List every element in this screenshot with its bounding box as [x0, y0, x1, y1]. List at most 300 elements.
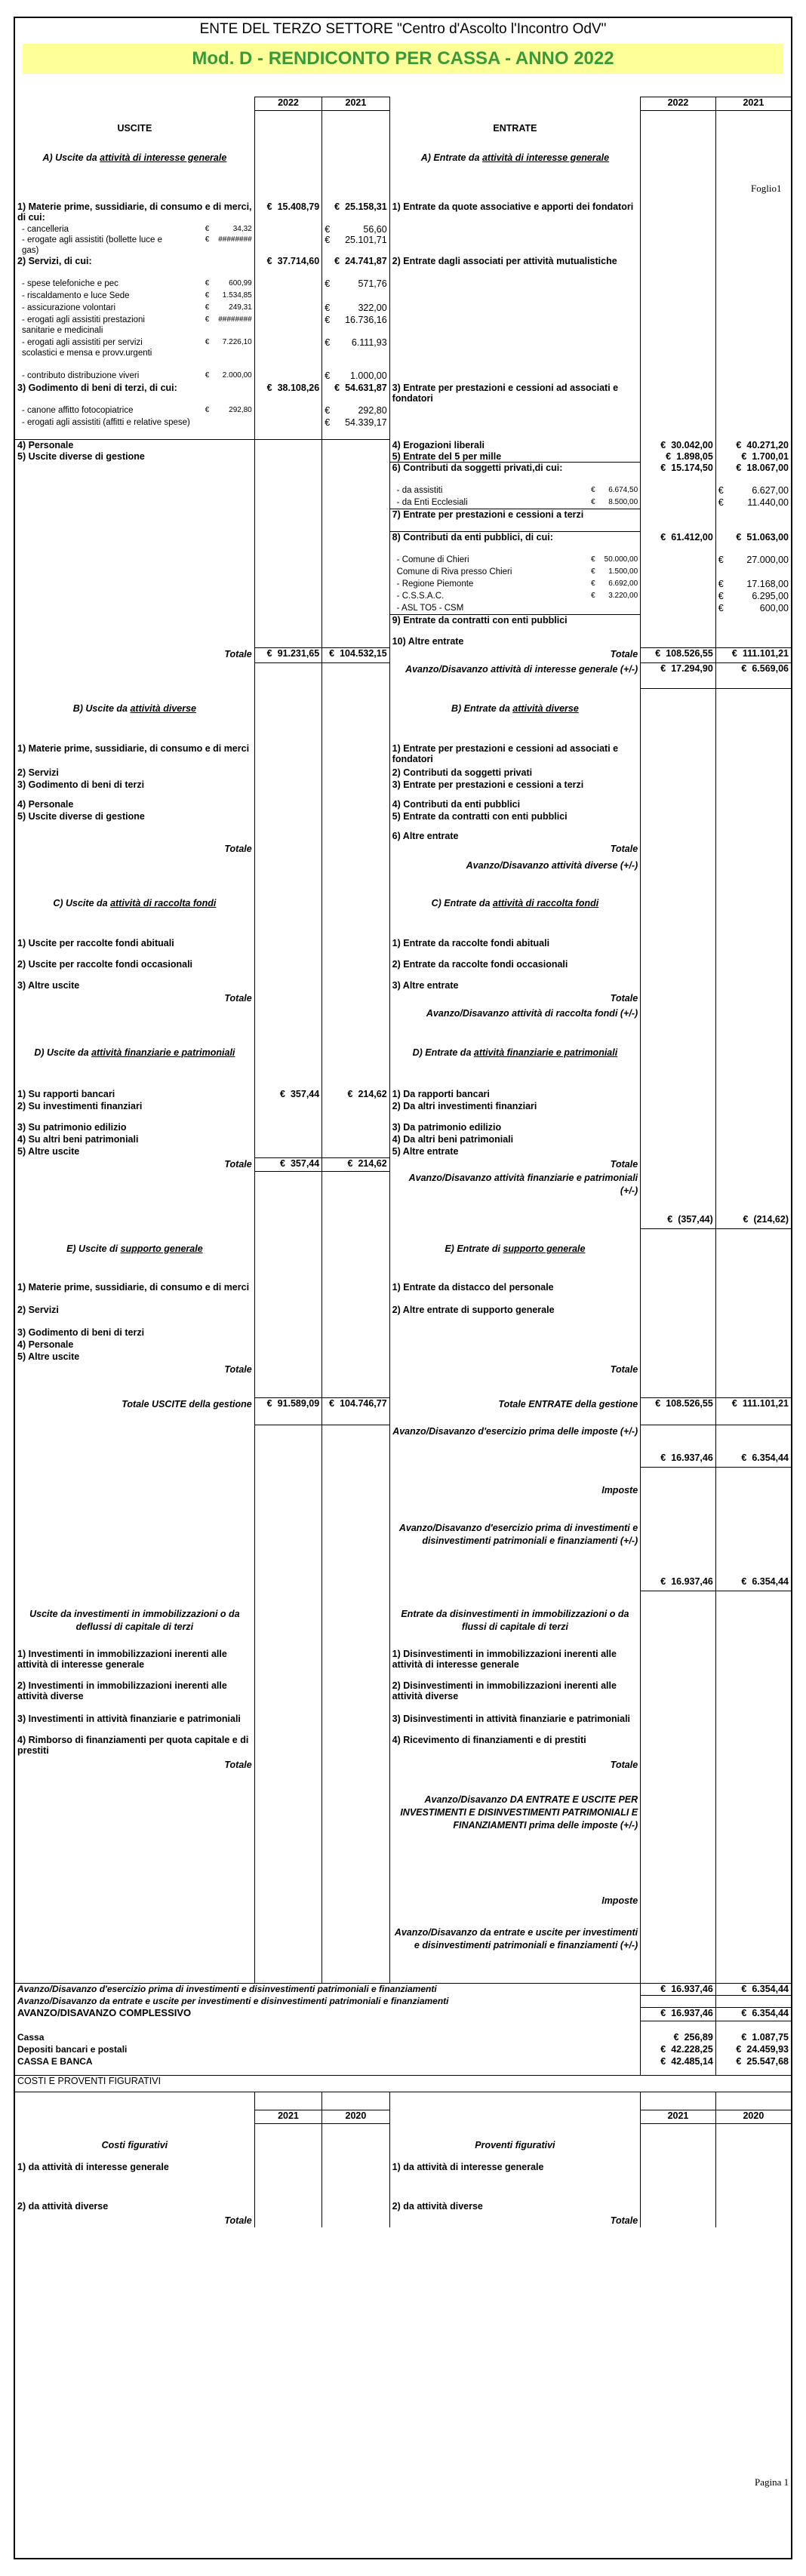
section-prefix: E) Entrate di — [445, 1243, 503, 1254]
label-cell: 3) Entrate per prestazioni e cessioni ad associati e fondatori — [389, 383, 640, 405]
label-cell: 3) Altre uscite — [15, 980, 254, 992]
sub-label-cell — [15, 224, 254, 235]
label-cell: Avanzo/Disavanzo d'esercizio prima delle imposte (+/-) — [389, 1425, 640, 1452]
disinvestimenti-title: Entrate da disinvestimenti in immobilizzazioni o da flussi di capitale di terzi — [389, 1608, 640, 1649]
euro-sign: € — [279, 1088, 285, 1099]
amount-cell — [641, 2032, 716, 2044]
euro-sign: € — [660, 2043, 666, 2055]
table-row — [15, 721, 791, 743]
euro-sign: € — [266, 1398, 272, 1409]
sub-amount-cell — [715, 603, 791, 615]
sub-amount-value: 8.500,00 — [608, 497, 638, 506]
euro-sign: € — [266, 648, 272, 659]
label-cell: 4) Contributi da enti pubblici — [389, 799, 640, 811]
table-row — [15, 2183, 791, 2201]
table-row — [15, 2215, 791, 2227]
label-cell: 5) Altre entrate — [389, 1146, 640, 1158]
table-row — [15, 767, 791, 779]
amount-cell — [715, 648, 791, 663]
euro-sign: € — [736, 439, 742, 450]
table-row — [15, 938, 791, 959]
table-row — [15, 1158, 791, 1172]
label-cell: 2022 — [641, 97, 716, 111]
table-row — [15, 235, 791, 256]
amount-value: 91.589,09 — [277, 1398, 320, 1409]
sub-label-cell — [389, 497, 640, 509]
table-row — [15, 555, 791, 567]
table-row — [15, 1522, 791, 1576]
amount-value: 1.898,05 — [676, 450, 713, 462]
table-row — [15, 497, 791, 509]
amount-value: 40.271,20 — [746, 439, 789, 450]
sub-amount-value: 2.000,00 — [222, 370, 252, 380]
label-cell: Totale — [389, 843, 640, 859]
sub-label: - contributo distribuzione viveri — [22, 370, 140, 380]
label-cell: Avanzo/Disavanzo attività di interesse generale (+/-) — [389, 663, 640, 689]
amount-value: 42.485,14 — [671, 2055, 713, 2067]
sub-amount-value: 571,76 — [358, 278, 387, 289]
table-row — [15, 1425, 791, 1452]
euro-sign: € — [325, 302, 331, 313]
euro-sign: € — [660, 462, 666, 473]
euro-sign: € — [741, 2008, 747, 2018]
amount-value: 17.294,90 — [671, 663, 713, 674]
sub-label-cell — [389, 567, 640, 579]
table-row — [15, 648, 791, 663]
label-cell: Avanzo/Disavanzo attività di raccolta fondi (+/-) — [389, 1007, 640, 1034]
sub-amount-cell — [715, 591, 791, 603]
table-row — [15, 2124, 791, 2139]
table-row — [15, 1075, 791, 1089]
sub-amount-value: 292,80 — [229, 405, 252, 414]
amount-cell — [254, 201, 321, 224]
section-activity: attività diverse — [130, 702, 196, 714]
sub-amount-value: 1.000,00 — [350, 370, 387, 381]
sub-label: - ASL TO5 - CSM — [396, 603, 464, 613]
label-cell: 4) Rimborso di finanziamenti per quota capitale e di prestiti — [15, 1735, 254, 1759]
amount-value: 16.937,46 — [671, 1452, 713, 1463]
amount-value: 214,62 — [358, 1088, 387, 1099]
amount-cell — [715, 463, 791, 485]
euro-sign: € — [279, 1158, 285, 1169]
sub-label: - canone affitto fotocopiatrice — [22, 405, 134, 415]
amount-value: 15.408,79 — [277, 201, 320, 212]
section-c-entrate-title — [389, 897, 640, 926]
table-row — [15, 831, 791, 843]
sub-amount-value: 6.674,50 — [608, 485, 638, 494]
table-row — [15, 2162, 791, 2183]
euro-sign: € — [673, 2031, 679, 2043]
sub-label-cell — [389, 224, 640, 235]
euro-sign: € — [736, 2043, 742, 2055]
amount-value: 61.412,00 — [671, 531, 713, 543]
sub-label: - da Enti Ecclesiali — [396, 497, 468, 507]
amount-value: 256,89 — [684, 2031, 713, 2043]
amount-value: 214,62 — [358, 1158, 387, 1169]
table-row — [15, 337, 791, 370]
label-cell: 1) Investimenti in immobilizzazioni inerenti alle attività di interesse generale — [15, 1649, 254, 1680]
label-cell: Proventi figurativi — [389, 2139, 640, 2162]
label-cell: 2) Servizi — [15, 767, 254, 779]
euro-sign: € — [325, 417, 331, 428]
table-row — [15, 451, 791, 463]
report-page — [14, 17, 792, 2559]
sub-amount — [205, 278, 252, 289]
euro-sign: € — [666, 450, 672, 462]
amount-value: 6.354,44 — [752, 1452, 789, 1463]
label-cell: 2) Contributi da soggetti privati — [389, 767, 640, 779]
label-cell: 1) Uscite per raccolte fondi abituali — [15, 938, 254, 959]
amount-cell — [641, 2044, 716, 2056]
sub-amount-value: 6.692,00 — [608, 579, 638, 588]
label-cell: 3) Da patrimonio edilizio — [389, 1122, 640, 1134]
euro-sign: € — [743, 1213, 749, 1225]
label-cell: 1) Su rapporti bancari — [15, 1089, 254, 1101]
label-cell: Totale — [389, 1158, 640, 1172]
amount-value: 6.354,44 — [752, 2008, 789, 2018]
label-cell: 5) Entrate del 5 per mille — [389, 451, 640, 463]
table-row — [15, 152, 791, 182]
sub-amount-cell — [715, 555, 791, 567]
label-cell: 7) Entrate per prestazioni e cessioni a terzi — [389, 509, 640, 532]
table-row — [15, 1452, 791, 1468]
sub-label-cell — [15, 603, 254, 615]
euro-sign: € — [347, 1088, 353, 1099]
section-prefix: B) Entrate da — [451, 702, 513, 714]
amount-cell — [641, 440, 716, 451]
euro-sign: € — [591, 579, 595, 588]
table-row — [15, 1774, 791, 1794]
label-cell: 2) Disinvestimenti in immobilizzazioni inerenti alle attività diverse — [389, 1680, 640, 1714]
section-activity: supporto generale — [120, 1243, 203, 1254]
label-cell: 1) Entrate da distacco del personale — [389, 1282, 640, 1305]
label-cell: Totale — [15, 648, 254, 663]
sub-amount — [205, 370, 252, 381]
table-row — [15, 303, 791, 315]
label-cell: 4) Personale — [15, 799, 254, 811]
euro-sign: € — [266, 201, 272, 212]
sub-amount-cell — [322, 235, 389, 256]
summary-label — [15, 2021, 641, 2032]
section-prefix: C) Uscite da — [53, 897, 111, 908]
label-cell: 2) Servizi, di cui: — [15, 256, 254, 278]
table-row — [15, 1327, 791, 1339]
sub-label-cell — [389, 417, 640, 440]
label-cell: 1) Entrate da quote associative e apporti dei fondatori — [389, 201, 640, 224]
amount-value: 24.459,93 — [746, 2043, 789, 2055]
amount-cell — [641, 1398, 716, 1425]
amount-value: 16.937,46 — [671, 1575, 713, 1587]
table-row — [15, 799, 791, 811]
euro-sign: € — [667, 1213, 673, 1225]
sub-label-cell — [389, 591, 640, 603]
table-row — [15, 1926, 791, 1984]
amount-cell — [322, 256, 389, 278]
section-a-uscite-title — [15, 152, 254, 182]
sub-label-cell — [389, 603, 640, 615]
table-row — [15, 182, 791, 201]
amount-cell — [641, 1214, 716, 1229]
amount-value: 51.063,00 — [746, 531, 789, 543]
sub-amount — [591, 567, 638, 577]
euro-sign: € — [591, 497, 595, 506]
table-row — [15, 992, 791, 1007]
label-cell: 2021 — [641, 2110, 716, 2124]
sub-label-cell — [389, 290, 640, 303]
sub-amount-value: 1.534,85 — [222, 290, 252, 300]
euro-sign: € — [660, 663, 666, 674]
section-d-uscite-title — [15, 1047, 254, 1075]
sub-label-cell — [15, 579, 254, 591]
table-row — [15, 615, 791, 636]
label-cell: 5) Uscite diverse di gestione — [15, 451, 254, 463]
label-cell: 3) Disinvestimenti in attività finanziarie e patrimoniali — [389, 1714, 640, 1735]
euro-sign: € — [205, 405, 210, 414]
sub-label: - assicurazione volontari — [22, 303, 116, 312]
sub-label-cell — [15, 591, 254, 603]
uscite-heading: USCITE — [15, 123, 254, 140]
euro-sign: € — [718, 578, 724, 589]
sub-label-cell — [389, 235, 640, 256]
sub-amount — [205, 303, 252, 313]
section-e-uscite-title — [15, 1243, 254, 1259]
amount-cell — [715, 1576, 791, 1591]
label-cell: 3) Su patrimonio edilizio — [15, 1122, 254, 1134]
table-row — [15, 1484, 791, 1499]
euro-sign: € — [660, 1575, 666, 1587]
sub-amount-value: 34,32 — [232, 224, 252, 233]
amount-cell — [715, 1214, 791, 1229]
euro-sign: € — [325, 234, 331, 245]
table-row — [15, 1608, 791, 1649]
amount-value: 104.746,77 — [340, 1398, 387, 1409]
sub-amount — [205, 224, 252, 235]
label-cell: 4) Da altri beni patrimoniali — [389, 1134, 640, 1146]
euro-sign: € — [347, 1158, 353, 1169]
table-row — [15, 1214, 791, 1229]
amount-cell — [254, 1398, 321, 1425]
euro-sign: € — [660, 2008, 666, 2018]
label-cell: Avanzo/Disavanzo d'esercizio prima di investimenti e disinvestimenti patrimoniali e finanziamenti (+/-) — [389, 1522, 640, 1576]
section-activity: attività di interesse generale — [100, 152, 227, 163]
amount-cell — [715, 451, 791, 463]
section-prefix: D) Entrate da — [412, 1047, 474, 1058]
amount-value: 108.526,55 — [666, 1398, 713, 1409]
amount-value: 1.087,75 — [752, 2031, 789, 2043]
sub-amount — [591, 485, 638, 496]
table-row — [15, 1379, 791, 1398]
table-row — [15, 509, 791, 532]
sub-amount — [205, 290, 252, 301]
amount-cell — [254, 256, 321, 278]
amount-cell — [322, 1158, 389, 1172]
table-row — [15, 278, 791, 290]
label-cell: 2) Entrate dagli associati per attività mutualistiche — [389, 256, 640, 278]
euro-sign: € — [325, 314, 331, 325]
euro-sign: € — [718, 496, 724, 508]
sub-amount-value: 322,00 — [358, 302, 387, 313]
sub-amount-cell — [322, 224, 389, 235]
sub-label-cell — [389, 315, 640, 337]
table-row — [15, 603, 791, 615]
table-row — [15, 1259, 791, 1282]
label-cell: 2) Entrate da raccolte fondi occasionali — [389, 959, 640, 980]
euro-sign: € — [718, 554, 724, 565]
table-row — [15, 1034, 791, 1047]
amount-cell — [641, 1576, 716, 1591]
sub-label: - spese telefoniche e pec — [22, 278, 118, 288]
label-cell: 2) Da altri investimenti finanziari — [389, 1101, 640, 1122]
label-cell: 4) Su altri beni patrimoniali — [15, 1134, 254, 1146]
sub-label-cell — [389, 555, 640, 567]
amount-value: (357,44) — [678, 1213, 713, 1225]
sub-label-cell — [389, 405, 640, 417]
year-header-row — [15, 97, 791, 111]
table-row — [15, 370, 791, 383]
table-row — [15, 1468, 791, 1484]
table-row — [15, 1910, 791, 1926]
sub-amount — [205, 235, 252, 256]
table-row — [15, 1122, 791, 1134]
section-prefix: C) Entrate da — [431, 897, 493, 908]
amount-value: 1.700,01 — [752, 450, 789, 462]
section-prefix: B) Uscite da — [72, 702, 131, 714]
table-row — [15, 702, 791, 721]
sub-amount-value: 17.168,00 — [746, 578, 789, 589]
euro-sign: € — [205, 303, 210, 312]
label-cell: Avanzo/Disavanzo attività diverse (+/-) — [389, 859, 640, 887]
section-prefix: D) Uscite da — [34, 1047, 92, 1058]
sub-amount — [205, 337, 252, 358]
amount-cell — [254, 383, 321, 405]
label-cell: 3) Altre entrate — [389, 980, 640, 992]
table-row — [15, 532, 791, 555]
summary-row — [15, 2068, 791, 2076]
euro-sign: € — [736, 462, 742, 473]
table-row — [15, 811, 791, 831]
sub-label-cell — [15, 485, 254, 497]
amount-cell — [641, 532, 716, 555]
table-row — [15, 636, 791, 648]
sub-label-cell — [15, 417, 254, 440]
amount-cell — [715, 532, 791, 555]
sub-label: Comune di Riva presso Chieri — [396, 567, 512, 576]
amount-cell — [641, 451, 716, 463]
investimenti-title: Uscite da investimenti in immobilizzazioni o da deflussi di capitale di terzi — [15, 1608, 254, 1649]
summary-row — [15, 2032, 791, 2044]
euro-sign: € — [741, 1575, 747, 1587]
sub-amount-cell — [322, 303, 389, 315]
label-cell: 2) Servizi — [15, 1305, 254, 1327]
amount-value: 111.101,21 — [742, 648, 789, 659]
label-cell: 3) Godimento di beni di terzi, di cui: — [15, 383, 254, 405]
label-cell: Totale — [15, 843, 254, 859]
amount-cell — [715, 663, 791, 689]
table-row — [15, 405, 791, 417]
table-row — [15, 1007, 791, 1034]
euro-sign: € — [205, 337, 210, 346]
label-cell: 1) da attività di interesse generale — [15, 2162, 254, 2183]
euro-sign: € — [334, 201, 340, 212]
table-row — [15, 1305, 791, 1327]
euro-sign: € — [591, 591, 595, 600]
summary-row — [15, 1996, 791, 2008]
amount-value: 18.067,00 — [746, 462, 789, 473]
table-row — [15, 224, 791, 235]
label-cell: 4) Personale — [15, 440, 254, 451]
label-cell: 1) Entrate da raccolte fondi abituali — [389, 938, 640, 959]
sub-label-cell — [15, 567, 254, 579]
section-b-uscite-title — [15, 702, 254, 721]
sub-amount-cell — [322, 417, 389, 440]
amount-cell — [715, 1984, 791, 1996]
label-cell: 9) Entrate da contratti con enti pubblici — [389, 615, 640, 636]
euro-sign: € — [741, 663, 747, 674]
sub-label: - C.S.S.A.C. — [396, 591, 445, 601]
amount-value: 357,44 — [290, 1088, 320, 1099]
table-row — [15, 591, 791, 603]
table-row — [15, 1146, 791, 1158]
figurativi-title: COSTI E PROVENTI FIGURATIVI — [15, 2076, 791, 2092]
sub-amount-value: 1.500,00 — [608, 567, 638, 576]
euro-sign: € — [591, 485, 595, 494]
table-row — [15, 1172, 791, 1214]
amount-value: 25.547,68 — [746, 2055, 789, 2067]
label-cell: Totale — [389, 1759, 640, 1774]
label-cell: 3) Entrate per prestazioni e cessioni a terzi — [389, 779, 640, 799]
total-uscite-label: Totale USCITE della gestione — [15, 1398, 254, 1425]
label-cell: Totale — [389, 992, 640, 1007]
table-row — [15, 1499, 791, 1522]
label-cell: 4) Personale — [15, 1339, 254, 1351]
euro-sign: € — [718, 602, 724, 613]
label-cell: 6) Contributi da soggetti privati,di cui: — [389, 463, 640, 485]
sub-label: - erogati agli assistiti prestazioni sanitarie e medicinali — [22, 315, 145, 335]
euro-sign: € — [266, 382, 272, 393]
label-cell: 6) Altre entrate — [389, 831, 640, 843]
euro-sign: € — [660, 439, 666, 450]
label-cell: Totale — [15, 1363, 254, 1379]
euro-sign: € — [660, 1452, 666, 1463]
table-row — [15, 2092, 791, 2110]
table-row — [15, 1134, 791, 1146]
table-row — [15, 1794, 791, 1895]
entrate-heading: ENTRATE — [389, 123, 640, 140]
report-title: Mod. D - RENDICONTO PER CASSA - ANNO 2022 — [23, 44, 783, 74]
euro-sign: € — [334, 255, 340, 266]
sub-amount-value: 56,60 — [363, 223, 387, 235]
amount-cell — [254, 1158, 321, 1172]
table-row — [15, 140, 791, 152]
euro-sign: € — [205, 235, 210, 244]
label-cell: 2021 — [322, 97, 389, 111]
label-cell: 5) Entrate da contratti con enti pubblici — [389, 811, 640, 831]
table-row — [15, 111, 791, 123]
euro-sign: € — [741, 1984, 747, 1994]
sub-label-cell — [15, 303, 254, 315]
sub-label: - Regione Piemonte — [396, 579, 474, 589]
organization-name: ENTE DEL TERZO SETTORE "Centro d'Ascolto l'Incontro OdV" — [199, 21, 607, 37]
sub-amount-value: 6.111,93 — [351, 337, 387, 348]
amount-value: 91.231,65 — [277, 648, 320, 659]
amount-cell — [322, 1398, 389, 1425]
sub-amount-cell — [322, 370, 389, 383]
amount-cell — [715, 2032, 791, 2044]
table-row — [15, 1649, 791, 1680]
euro-sign: € — [325, 337, 331, 348]
sub-amount — [591, 497, 638, 508]
sub-amount-value: 7.226,10 — [222, 337, 252, 346]
